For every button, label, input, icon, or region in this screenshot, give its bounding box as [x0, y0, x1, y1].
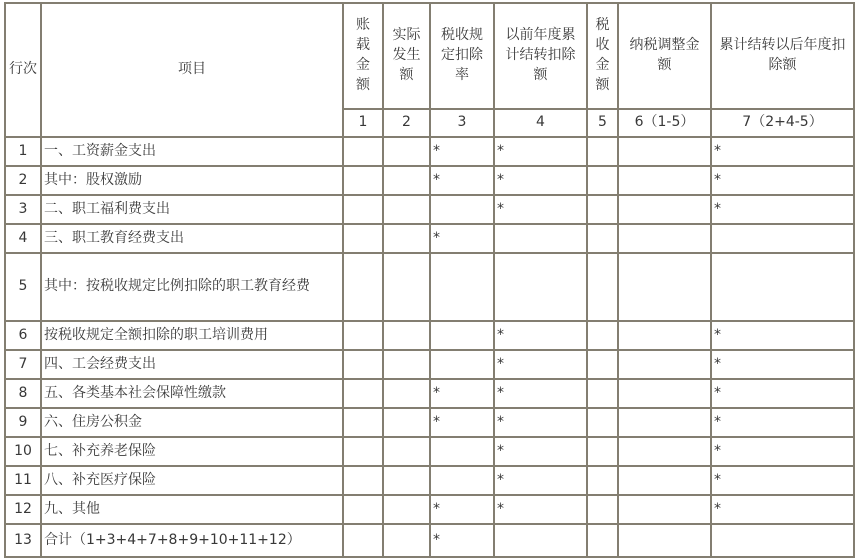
item-label-cell: 其中：按税收规定比例扣除的职工教育经费 — [41, 253, 343, 321]
blocked-cell-col3: * — [430, 524, 494, 557]
blocked-cell-col4: * — [494, 408, 587, 437]
blocked-cell-col3: * — [430, 379, 494, 408]
column-number-6: 6（1-5） — [618, 109, 711, 137]
value-input-cell-col3[interactable] — [430, 466, 494, 495]
value-input-cell-col7[interactable] — [711, 524, 854, 557]
blocked-cell-col7: * — [711, 408, 854, 437]
blocked-cell-col7: * — [711, 495, 854, 524]
value-input-cell-col3[interactable] — [430, 253, 494, 321]
blocked-cell-col7: * — [711, 166, 854, 195]
table-row — [5, 437, 854, 466]
line-number-cell: 6 — [5, 321, 41, 350]
line-number-cell: 9 — [5, 408, 41, 437]
item-label-cell: 一、工资薪金支出 — [41, 137, 343, 166]
value-input-cell-col4[interactable] — [494, 224, 587, 253]
blocked-cell-col4: * — [494, 437, 587, 466]
value-input-cell-col1[interactable] — [343, 437, 383, 466]
value-input-cell-col1[interactable] — [343, 350, 383, 379]
column-number-3: 3 — [430, 109, 494, 137]
value-input-cell-col2[interactable] — [383, 166, 430, 195]
blocked-cell-col7: * — [711, 466, 854, 495]
blocked-cell-col4: * — [494, 495, 587, 524]
value-input-cell-col2[interactable] — [383, 466, 430, 495]
value-input-cell-col1[interactable] — [343, 379, 383, 408]
value-input-cell-col2[interactable] — [383, 437, 430, 466]
value-input-cell-col2[interactable] — [383, 524, 430, 557]
table-row — [5, 408, 854, 437]
value-input-cell-col5[interactable] — [587, 466, 618, 495]
blocked-cell-col3: * — [430, 137, 494, 166]
line-number-cell: 7 — [5, 350, 41, 379]
value-input-cell-col5[interactable] — [587, 321, 618, 350]
line-number-cell: 11 — [5, 466, 41, 495]
table-row — [5, 195, 854, 224]
value-input-cell-col6[interactable] — [618, 408, 711, 437]
blocked-cell-col4: * — [494, 166, 587, 195]
item-label-cell: 按税收规定全额扣除的职工培训费用 — [41, 321, 343, 350]
value-input-cell-col2[interactable] — [383, 137, 430, 166]
blocked-cell-col4: * — [494, 137, 587, 166]
value-input-cell-col1[interactable] — [343, 253, 383, 321]
value-input-cell-col5[interactable] — [587, 379, 618, 408]
value-input-cell-col6[interactable] — [618, 321, 711, 350]
value-input-cell-col6[interactable] — [618, 137, 711, 166]
value-input-cell-col2[interactable] — [383, 253, 430, 321]
value-input-cell-col5[interactable] — [587, 524, 618, 557]
value-input-cell-col2[interactable] — [383, 195, 430, 224]
value-input-cell-col6[interactable] — [618, 466, 711, 495]
value-input-cell-col2[interactable] — [383, 379, 430, 408]
value-input-cell-col1[interactable] — [343, 524, 383, 557]
column-number-1: 1 — [343, 109, 383, 137]
value-input-cell-col1[interactable] — [343, 195, 383, 224]
value-input-cell-col6[interactable] — [618, 166, 711, 195]
value-input-cell-col5[interactable] — [587, 437, 618, 466]
blocked-cell-col7: * — [711, 321, 854, 350]
value-input-cell-col5[interactable] — [587, 195, 618, 224]
value-input-cell-col3[interactable] — [430, 437, 494, 466]
blocked-cell-col4: * — [494, 379, 587, 408]
blocked-cell-col4: * — [494, 195, 587, 224]
blocked-cell-col4: * — [494, 466, 587, 495]
header-item: 项目 — [41, 3, 343, 137]
line-number-cell: 10 — [5, 437, 41, 466]
value-input-cell-col1[interactable] — [343, 166, 383, 195]
value-input-cell-col5[interactable] — [587, 137, 618, 166]
line-number-cell: 4 — [5, 224, 41, 253]
table-row — [5, 253, 854, 321]
value-input-cell-col6[interactable] — [618, 350, 711, 379]
blocked-cell-col4: * — [494, 321, 587, 350]
value-input-cell-col5[interactable] — [587, 408, 618, 437]
line-number-cell: 13 — [5, 524, 41, 557]
value-input-cell-col1[interactable] — [343, 321, 383, 350]
item-label-cell: 九、其他 — [41, 495, 343, 524]
value-input-cell-col7[interactable] — [711, 224, 854, 253]
value-input-cell-col3[interactable] — [430, 195, 494, 224]
item-label-cell: 七、补充养老保险 — [41, 437, 343, 466]
value-input-cell-col5[interactable] — [587, 224, 618, 253]
value-input-cell-col6[interactable] — [618, 379, 711, 408]
value-input-cell-col1[interactable] — [343, 466, 383, 495]
table-body — [5, 137, 854, 557]
value-input-cell-col3[interactable] — [430, 321, 494, 350]
payroll-expense-tax-adjustment-table — [4, 2, 855, 558]
blocked-cell-col7: * — [711, 137, 854, 166]
blocked-cell-col3: * — [430, 166, 494, 195]
item-label-cell: 三、职工教育经费支出 — [41, 224, 343, 253]
value-input-cell-col2[interactable] — [383, 495, 430, 524]
value-input-cell-col5[interactable] — [587, 350, 618, 379]
blocked-cell-col3: * — [430, 224, 494, 253]
table-row — [5, 350, 854, 379]
line-number-cell: 1 — [5, 137, 41, 166]
value-input-cell-col4[interactable] — [494, 253, 587, 321]
item-label-cell: 五、各类基本社会保障性缴款 — [41, 379, 343, 408]
table-row — [5, 495, 854, 524]
value-input-cell-col1[interactable] — [343, 137, 383, 166]
item-label-cell: 六、住房公积金 — [41, 408, 343, 437]
header-tax-amount: 税收金额 — [587, 3, 618, 109]
header-tax-deduction-rate: 税收规定扣除率 — [430, 3, 494, 109]
value-input-cell-col2[interactable] — [383, 408, 430, 437]
value-input-cell-col5[interactable] — [587, 166, 618, 195]
value-input-cell-col6[interactable] — [618, 437, 711, 466]
value-input-cell-col2[interactable] — [383, 321, 430, 350]
line-number-cell: 12 — [5, 495, 41, 524]
table-row — [5, 524, 854, 557]
header-prior-year-carryover-deduction: 以前年度累计结转扣除额 — [494, 3, 587, 109]
header-book-amount: 账载金额 — [343, 3, 383, 109]
blocked-cell-col7: * — [711, 437, 854, 466]
line-number-cell: 5 — [5, 253, 41, 321]
item-label-cell: 二、职工福利费支出 — [41, 195, 343, 224]
line-number-cell: 2 — [5, 166, 41, 195]
value-input-cell-col4[interactable] — [494, 524, 587, 557]
line-number-cell: 8 — [5, 379, 41, 408]
blocked-cell-col3: * — [430, 495, 494, 524]
item-label-cell: 合计（1+3+4+7+8+9+10+11+12） — [41, 524, 343, 557]
table-row — [5, 321, 854, 350]
value-input-cell-col2[interactable] — [383, 224, 430, 253]
column-number-4: 4 — [494, 109, 587, 137]
value-input-cell-col5[interactable] — [587, 253, 618, 321]
value-input-cell-col6[interactable] — [618, 224, 711, 253]
table-row — [5, 166, 854, 195]
table-header — [5, 3, 854, 137]
value-input-cell-col6[interactable] — [618, 195, 711, 224]
item-label-cell: 八、补充医疗保险 — [41, 466, 343, 495]
header-row-number: 行次 — [5, 3, 41, 137]
column-number-5: 5 — [587, 109, 618, 137]
value-input-cell-col2[interactable] — [383, 350, 430, 379]
line-number-cell: 3 — [5, 195, 41, 224]
value-input-cell-col1[interactable] — [343, 224, 383, 253]
blocked-cell-col7: * — [711, 379, 854, 408]
header-carryover-to-future-years: 累计结转以后年度扣除额 — [711, 3, 854, 109]
value-input-cell-col7[interactable] — [711, 253, 854, 321]
table-row — [5, 466, 854, 495]
column-number-7: 7（2+4-5） — [711, 109, 854, 137]
value-input-cell-col6[interactable] — [618, 495, 711, 524]
blocked-cell-col4: * — [494, 350, 587, 379]
value-input-cell-col6[interactable] — [618, 524, 711, 557]
blocked-cell-col7: * — [711, 195, 854, 224]
header-actual-amount: 实际发生额 — [383, 3, 430, 109]
value-input-cell-col3[interactable] — [430, 350, 494, 379]
header-tax-adjustment-amount: 纳税调整金额 — [618, 3, 711, 109]
value-input-cell-col5[interactable] — [587, 495, 618, 524]
blocked-cell-col7: * — [711, 350, 854, 379]
value-input-cell-col1[interactable] — [343, 495, 383, 524]
table-row — [5, 379, 854, 408]
item-label-cell: 其中：股权激励 — [41, 166, 343, 195]
value-input-cell-col6[interactable] — [618, 253, 711, 321]
column-number-2: 2 — [383, 109, 430, 137]
table-row — [5, 137, 854, 166]
blocked-cell-col3: * — [430, 408, 494, 437]
value-input-cell-col1[interactable] — [343, 408, 383, 437]
item-label-cell: 四、工会经费支出 — [41, 350, 343, 379]
table-row — [5, 224, 854, 253]
